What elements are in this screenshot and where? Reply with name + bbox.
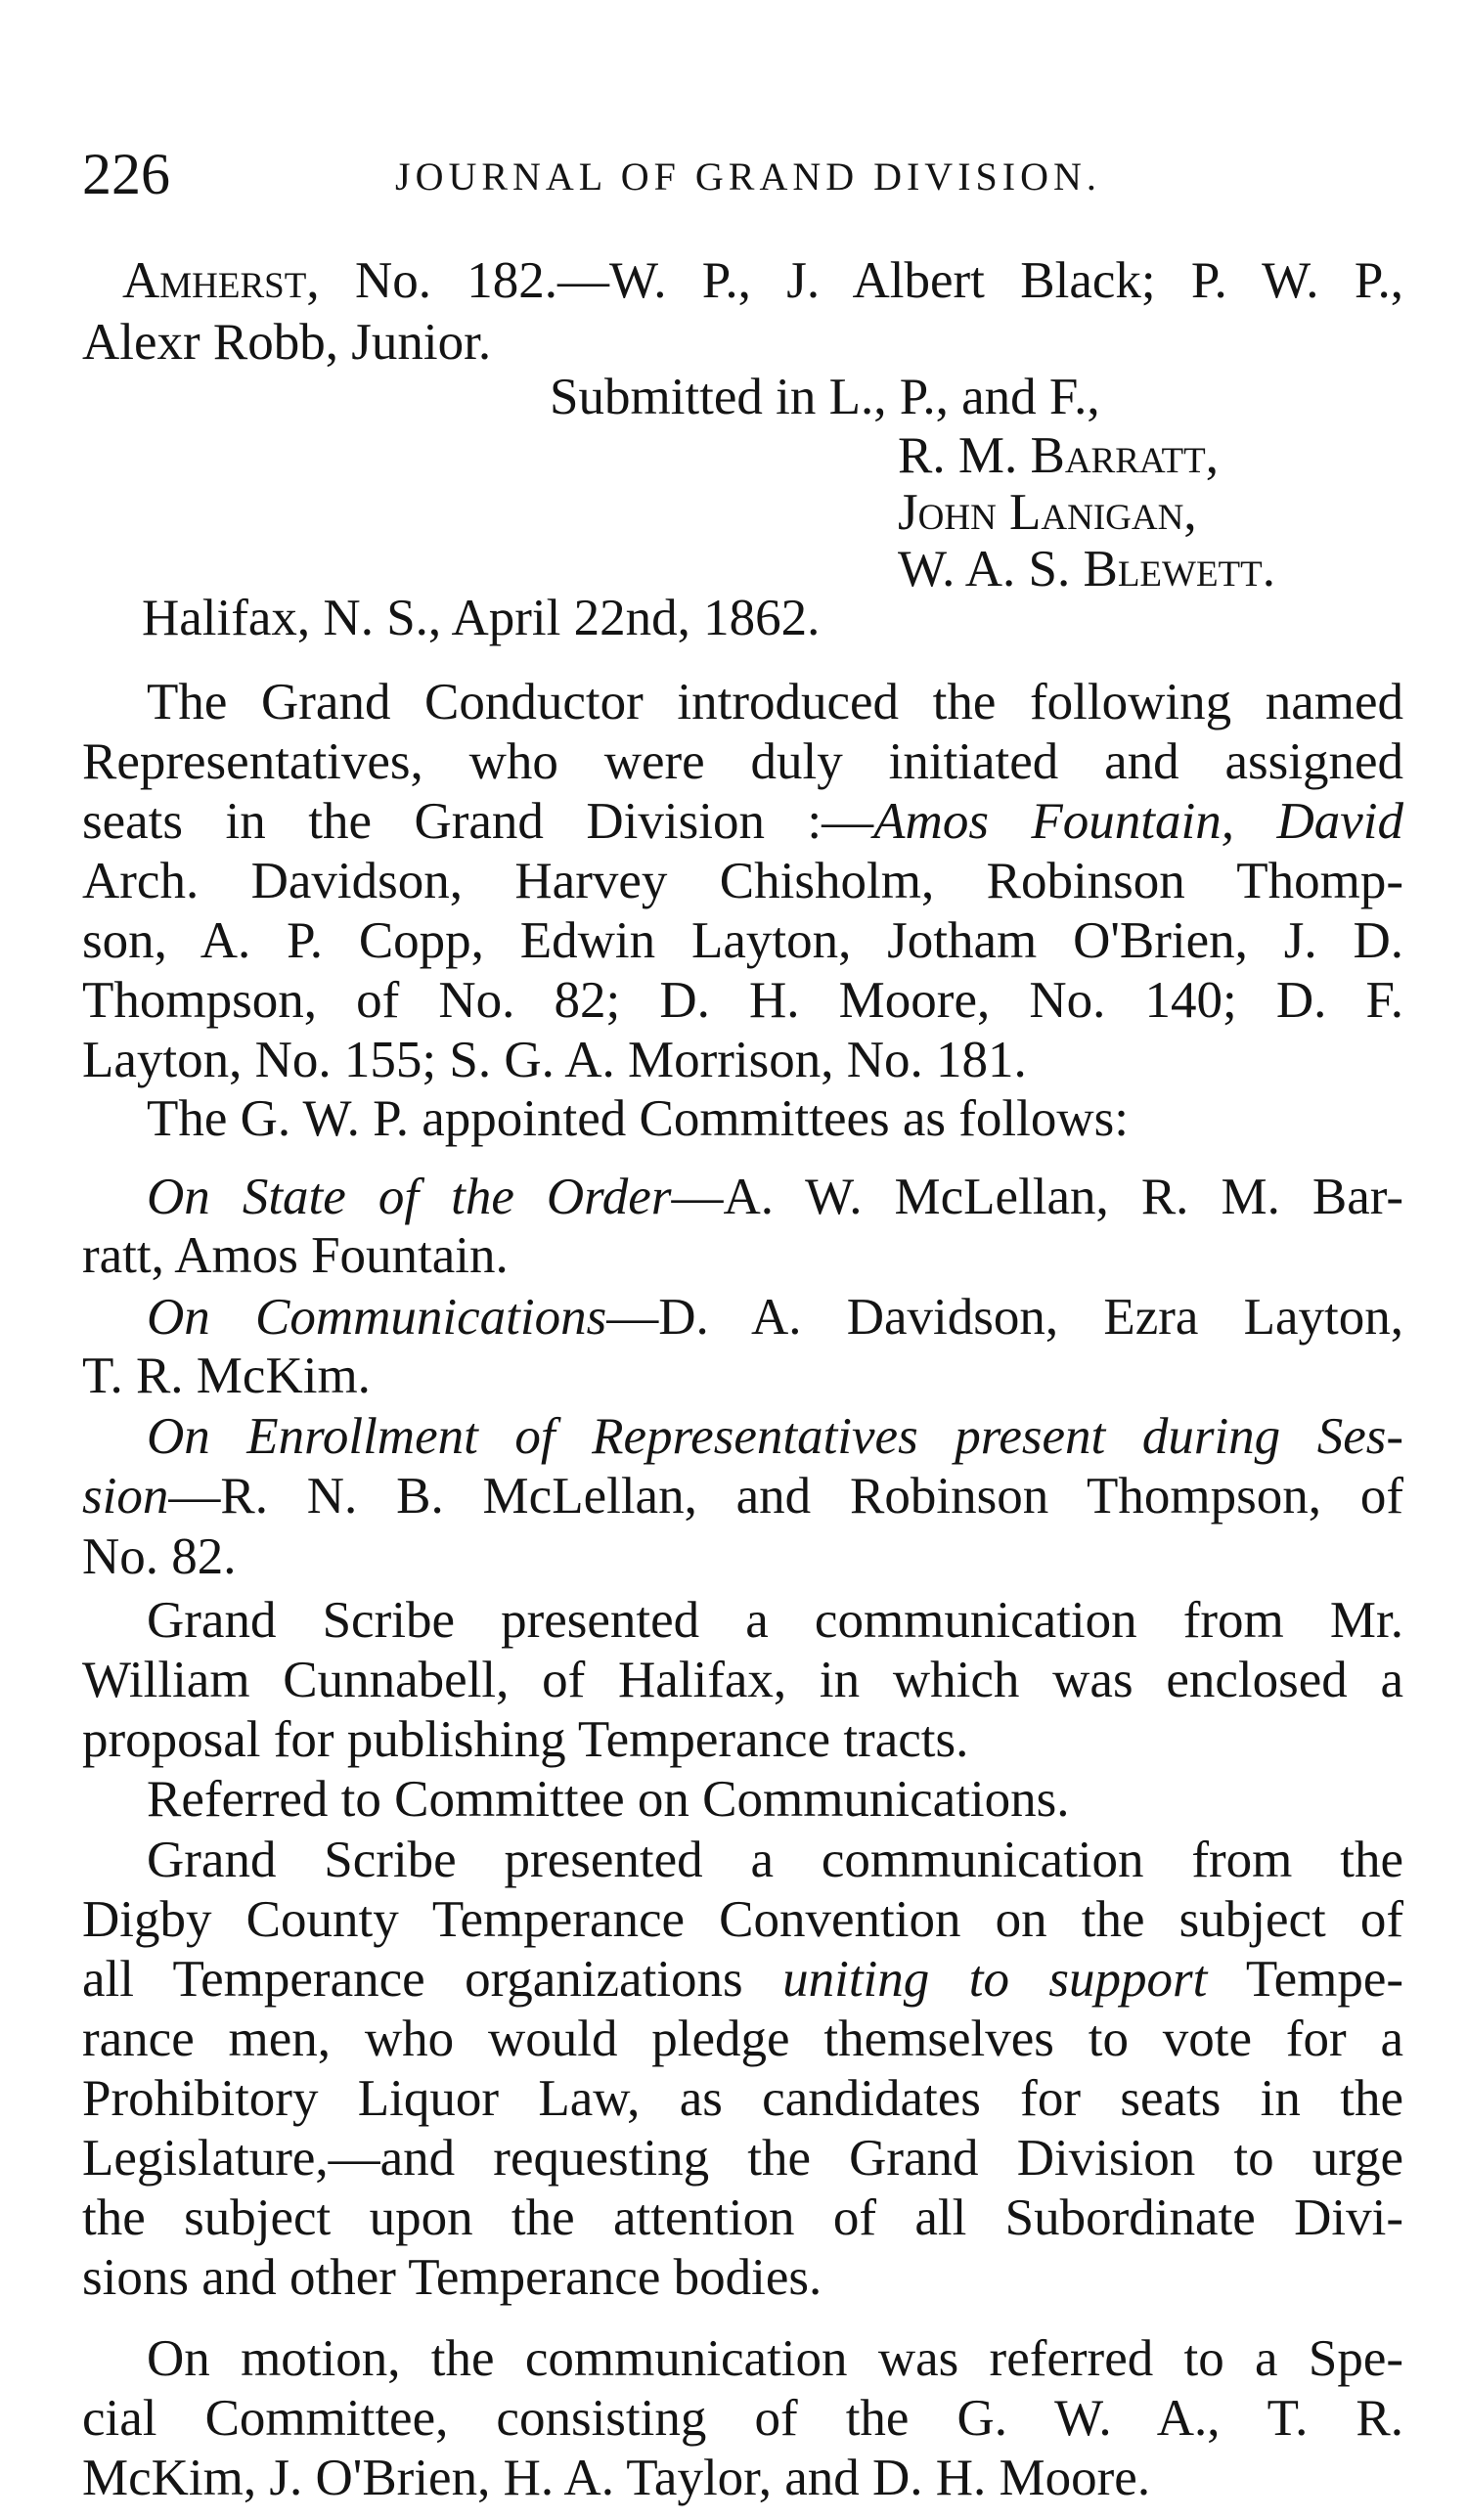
motion-line-3: McKim, J. O'Brien, H. A. Taylor, and D. H. Moore. <box>82 2450 1151 2506</box>
committee-enroll-title-1: On Enrollment of Representatives present during Ses- <box>147 1408 1403 1465</box>
motion-line-2: cial Committee, consisting of the G. W. A., T. R. <box>82 2390 1403 2447</box>
committee-comms-members: —D. A. Davidson, Ezra Layton, <box>606 1289 1403 1346</box>
dateline: Halifax, N. S., April 22nd, 1862. <box>142 590 821 646</box>
signatory-blewett: W. A. S. Blewett. <box>898 541 1276 597</box>
digby-line-6: Legislature,—and requesting the Grand Division to urge <box>82 2130 1403 2187</box>
digby-line-8: sions and other Temperance bodies. <box>82 2249 822 2306</box>
committee-enroll-line-3: No. 82. <box>82 1528 237 1585</box>
committee-enroll-line-1 <box>147 1405 1403 1468</box>
division-name: Amherst <box>122 252 307 309</box>
committee-enroll-line-2 <box>82 1465 1403 1527</box>
reps-line-1: The Grand Conductor introduced the following named <box>147 674 1403 730</box>
reps-line-4: Arch. Davidson, Harvey Chisholm, Robinson Thomp- <box>82 853 1403 909</box>
digby-line-3-a: all Temperance organizations <box>82 1951 783 2008</box>
page-number: 226 <box>82 142 170 206</box>
page-header <box>82 135 1412 213</box>
committee-state-members: —A. W. McLellan, R. M. Bar- <box>671 1169 1403 1225</box>
committee-comms-title: On Communications <box>147 1289 607 1346</box>
committee-state-line-1 <box>147 1166 1403 1228</box>
cunnabell-line-3: proposal for publishing Temperance tracts. <box>82 1711 969 1768</box>
reps-line-3: seats in the Grand Division :—Amos Fountain, David <box>82 793 1404 850</box>
digby-line-3-b: Tempe- <box>1207 1951 1403 2008</box>
amherst-entry-line-2: Alexr Robb, Junior. <box>82 314 492 371</box>
committees-intro: The G. W. P. appointed Committees as follows: <box>147 1090 1129 1147</box>
amherst-entry-line-1 <box>122 249 1403 312</box>
running-title: JOURNAL OF GRAND DIVISION. <box>395 155 1101 199</box>
signatory-lanigan: John Lanigan, <box>898 484 1197 541</box>
reps-line-2: Representatives, who were duly initiated and assigned <box>82 733 1403 790</box>
digby-line-7: the subject upon the attention of all Subordinate Divi- <box>82 2189 1403 2246</box>
motion-line-1: On motion, the communication was referred to a Spe- <box>147 2330 1403 2387</box>
digby-line-2: Digby County Temperance Convention on the subject of <box>82 1891 1403 1948</box>
digby-line-5: Prohibitory Liquor Law, as candidates for seats in the <box>82 2070 1403 2127</box>
signatory-barratt: R. M. Barratt, <box>898 427 1219 484</box>
digby-line-3 <box>82 1948 1403 2011</box>
digby-line-4: rance men, who would pledge themselves to vote for a <box>82 2011 1403 2067</box>
committee-comms-line-2: T. R. McKim. <box>82 1348 371 1404</box>
submitted-line: Submitted in L., P., and F., <box>550 369 1100 425</box>
reps-line-7: Layton, No. 155; S. G. A. Morrison, No. 181. <box>82 1032 1027 1088</box>
referred-line: Referred to Committee on Communications. <box>147 1771 1070 1828</box>
committee-state-line-2: ratt, Amos Fountain. <box>82 1227 509 1284</box>
reps-line-6: Thompson, of No. 82; D. H. Moore, No. 140; D. F. <box>82 972 1403 1029</box>
committee-comms-line-1 <box>147 1286 1403 1348</box>
committee-state-title: On State of the Order <box>147 1169 672 1225</box>
cunnabell-line-2: William Cunnabell, of Halifax, in which was enclosed a <box>82 1652 1403 1708</box>
cunnabell-line-1: Grand Scribe presented a communication from Mr. <box>147 1592 1403 1649</box>
committee-enroll-members: —R. N. B. McLellan, and Robinson Thompson, of <box>168 1468 1403 1525</box>
digby-line-3-italic: uniting to support <box>782 1951 1208 2008</box>
amherst-entry-text: , No. 182.—W. P., J. Albert Black; P. W. P., <box>306 252 1403 309</box>
committee-enroll-title-2: sion <box>82 1468 169 1525</box>
digby-line-1: Grand Scribe presented a communication from the <box>147 1832 1403 1888</box>
reps-line-5: son, A. P. Copp, Edwin Layton, Jotham O'Brien, J. D. <box>82 912 1403 969</box>
